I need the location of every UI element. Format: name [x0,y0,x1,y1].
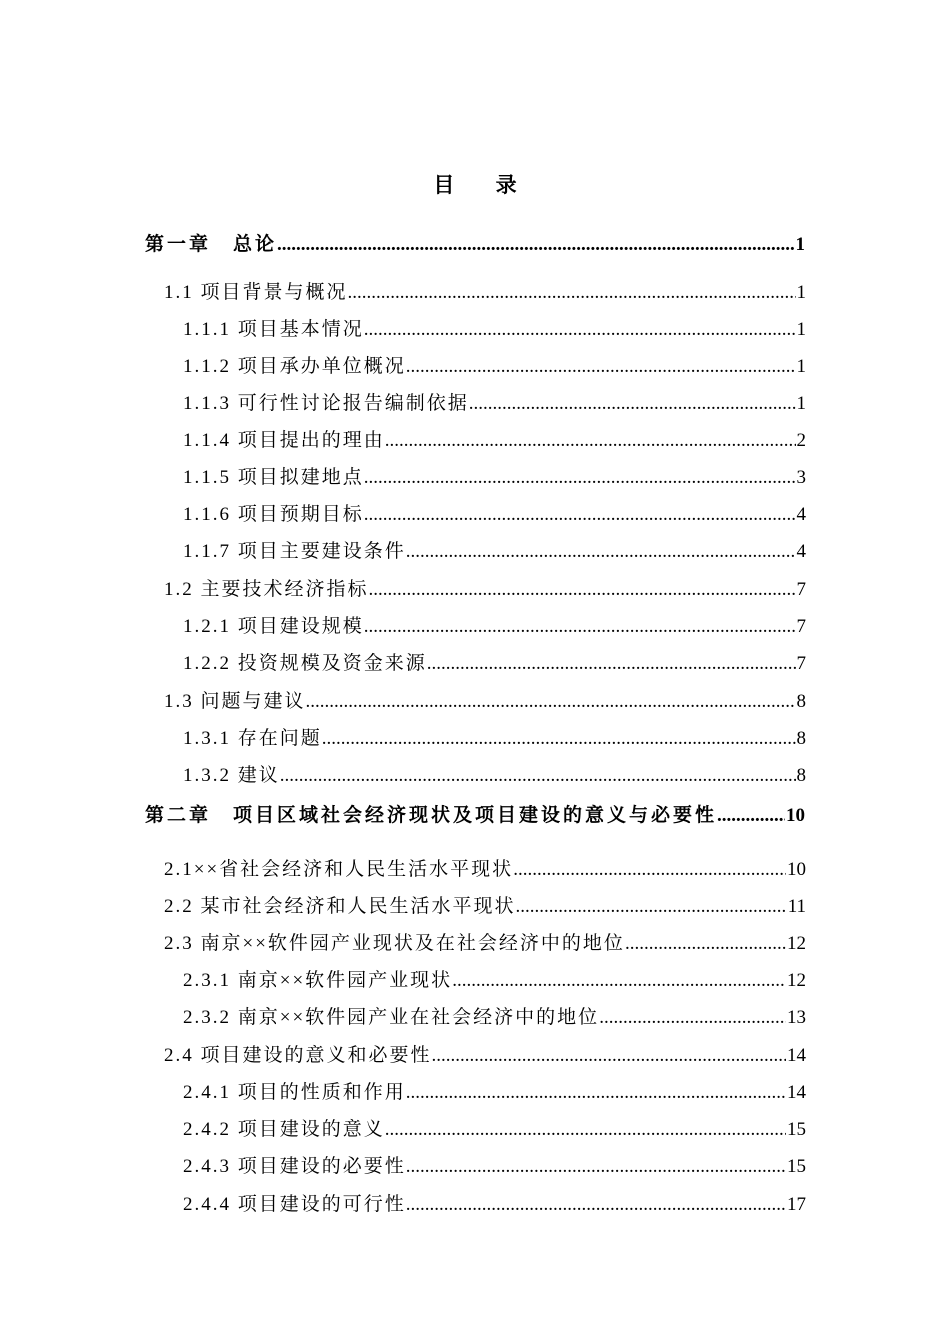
toc-entry-label: 2.1××省社会经济和人民生活水平现状 [164,859,514,880]
toc-entry-label: 1.1.6 项目预期目标 [183,504,364,525]
toc-subsection-entry[interactable] [183,720,806,757]
toc-subsection-entry[interactable] [183,422,806,459]
toc-entry-label: 2.3.2 南京××软件园产业在社会经济中的地位 [183,1007,600,1028]
toc-section-entry[interactable] [164,925,806,962]
toc-page-number: 8 [796,765,806,786]
toc-page-number: 15 [787,1119,806,1140]
toc-entry-label: 1.1.2 项目承办单位概况 [183,356,406,377]
toc-entry-label: 2.4 项目建设的意义和必要性 [164,1045,432,1066]
toc-section-entry[interactable] [164,274,806,311]
toc-subsection-entry[interactable] [183,608,806,645]
toc-page-number: 7 [796,579,806,600]
toc-page-number: 8 [796,691,806,712]
toc-title: 目 录 [433,173,535,197]
dot-leader [717,797,785,834]
toc-section-entry[interactable] [164,888,806,925]
dot-leader [625,925,786,962]
toc-subsection-entry[interactable] [183,1074,806,1111]
toc-entry-label: 1.1 项目背景与概况 [164,282,348,303]
dot-leader [513,851,786,888]
dot-leader [452,962,786,999]
toc-page-number: 10 [787,859,806,880]
toc-page-number: 1 [796,319,806,340]
toc-entry-label: 1.3 问题与建议 [164,691,306,712]
toc-entry-label: 1.1.4 项目提出的理由 [183,430,385,451]
dot-leader [364,459,796,496]
dot-leader [277,226,794,263]
toc-entry-label: 1.3.2 建议 [183,765,280,786]
toc-entry-label: 1.3.1 存在问题 [183,728,322,749]
toc-subsection-entry[interactable] [183,645,806,682]
toc-page-number: 14 [787,1045,806,1066]
dot-leader [364,311,796,348]
toc-page-number: 1 [795,234,805,255]
toc-section-entry[interactable] [164,1037,806,1074]
toc-section-entry[interactable] [164,851,806,888]
dot-leader [348,274,796,311]
dot-leader [306,683,796,720]
toc-entry-label: 2.3 南京××软件园产业现状及在社会经济中的地位 [164,933,625,954]
dot-leader [469,385,796,422]
toc-entry-label: 1.2.1 项目建设规模 [183,616,364,637]
toc-page-number: 1 [796,282,806,303]
dot-leader [406,348,796,385]
toc-page-number: 12 [787,970,806,991]
toc-subsection-entry[interactable] [183,459,806,496]
toc-entry-label: 2.4.4 项目建设的可行性 [183,1194,406,1215]
toc-entry-label: 第二章 项目区域社会经济现状及项目建设的意义与必要性 [145,805,718,826]
toc-entry-label: 2.4.1 项目的性质和作用 [183,1082,406,1103]
toc-subsection-entry[interactable] [183,962,806,999]
dot-leader [406,533,796,570]
toc-subsection-entry[interactable] [183,311,806,348]
toc-section-entry[interactable] [164,571,806,608]
toc-entry-label: 2.4.3 项目建设的必要性 [183,1156,406,1177]
toc-page-number: 4 [796,541,806,562]
toc-entry-label: 1.2.2 投资规模及资金来源 [183,653,427,674]
toc-entry-label: 2.3.1 南京××软件园产业现状 [183,970,453,991]
toc-subsection-entry[interactable] [183,533,806,570]
toc-subsection-entry[interactable] [183,1186,806,1223]
toc-page-number: 15 [787,1156,806,1177]
dot-leader [364,608,796,645]
toc-page-number: 13 [787,1007,806,1028]
toc-page-number: 7 [796,653,806,674]
toc-entry-label: 第一章 总论 [145,234,278,255]
toc-page-number: 2 [796,430,806,451]
dot-leader [599,999,786,1036]
toc-entry-label: 2.2 某市社会经济和人民生活水平现状 [164,896,516,917]
toc-subsection-entry[interactable] [183,1148,806,1185]
toc-chapter-entry[interactable] [145,797,805,834]
dot-leader [385,1111,786,1148]
toc-page-number: 12 [787,933,806,954]
toc-page-number: 10 [786,805,805,826]
dot-leader [406,1186,786,1223]
dot-leader [369,571,796,608]
toc-subsection-entry[interactable] [183,496,806,533]
toc-page-number: 7 [796,616,806,637]
toc-subsection-entry[interactable] [183,999,806,1036]
toc-subsection-entry[interactable] [183,1111,806,1148]
dot-leader [406,1148,786,1185]
toc-entry-label: 2.4.2 项目建设的意义 [183,1119,385,1140]
dot-leader [432,1037,786,1074]
toc-page-number: 4 [796,504,806,525]
toc-subsection-entry[interactable] [183,757,806,794]
toc-entry-label: 1.1.7 项目主要建设条件 [183,541,406,562]
dot-leader [280,757,796,794]
toc-entry-label: 1.1.1 项目基本情况 [183,319,364,340]
toc-section-entry[interactable] [164,683,806,720]
toc-subsection-entry[interactable] [183,385,806,422]
toc-page-number: 14 [787,1082,806,1103]
toc-page-number: 1 [796,393,806,414]
toc-chapter-entry[interactable] [145,226,805,263]
toc-page-number: 17 [787,1194,806,1215]
dot-leader [516,888,787,925]
toc-entry-label: 1.1.5 项目拟建地点 [183,467,364,488]
dot-leader [322,720,796,757]
toc-entry-label: 1.1.3 可行性讨论报告编制依据 [183,393,469,414]
toc-page-number: 8 [796,728,806,749]
toc-subsection-entry[interactable] [183,348,806,385]
toc-page-number: 3 [796,467,806,488]
dot-leader [427,645,796,682]
dot-leader [385,422,796,459]
toc-page-number: 11 [787,896,806,917]
dot-leader [364,496,796,533]
toc-entry-label: 1.2 主要技术经济指标 [164,579,369,600]
dot-leader [406,1074,786,1111]
toc-page-number: 1 [796,356,806,377]
